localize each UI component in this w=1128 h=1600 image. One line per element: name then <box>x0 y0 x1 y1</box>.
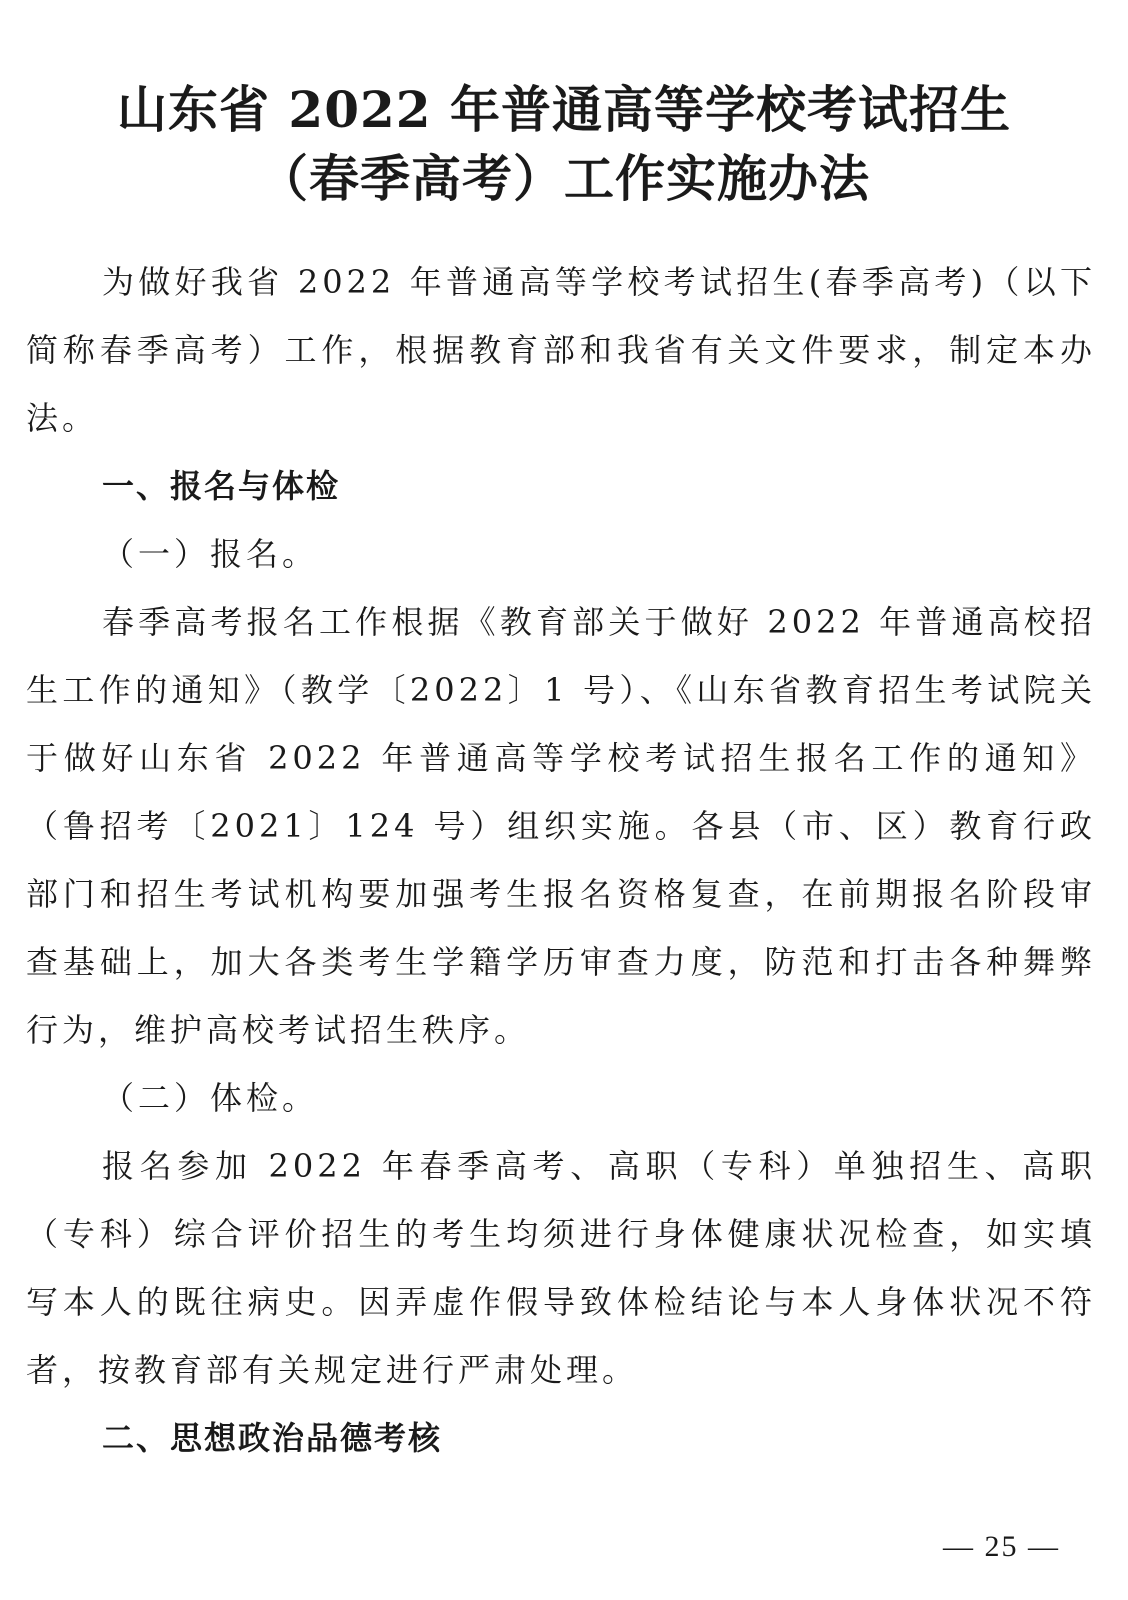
section-1-heading: 一、报名与体检 <box>102 467 341 505</box>
document-body <box>26 248 1096 1472</box>
section-2-heading: 二、思想政治品德考核 <box>102 1419 443 1457</box>
page-number: — 25 — <box>943 1530 1060 1563</box>
section-1-1-paragraph: 春季高考报名工作根据《教育部关于做好 2022 年普通高校招生工作的通知》（教学〔2022〕1 号）、《山东省教育招生考试院关于做好山东省 2022 年普通高等学校考试招生报名工作的通知》（鲁招考〔2021〕124 号）组织实施。各县（市、区）教育行政部门和招生考试机构要加强考生报名资格复查，在前期报名阶段审查基础上，加大各类考生学籍学历审查力度，防范和打击各种舞弊行为，维护高校考试招生秩序。 <box>26 603 1096 1049</box>
document-title-line-2: （春季高考）工作实施办法 <box>258 148 870 208</box>
section-1-2-paragraph: 报名参加 2022 年春季高考、高职（专科）单独招生、高职（专科）综合评价招生的考生均须进行身体健康状况检查，如实填写本人的既往病史。因弄虚作假导致体检结论与本人身体状况不符者，按教育部有关规定进行严肃处理。 <box>26 1147 1096 1389</box>
section-1-2-heading: （二）体检。 <box>102 1079 319 1117</box>
intro-paragraph: 为做好我省 2022 年普通高等学校考试招生(春季高考)（以下简称春季高考）工作，根据教育部和我省有关文件要求，制定本办法。 <box>26 263 1096 437</box>
document-title-line-1: 山东省 2022 年普通高等学校考试招生 <box>117 79 1011 139</box>
section-1-1-heading: （一）报名。 <box>102 535 319 573</box>
